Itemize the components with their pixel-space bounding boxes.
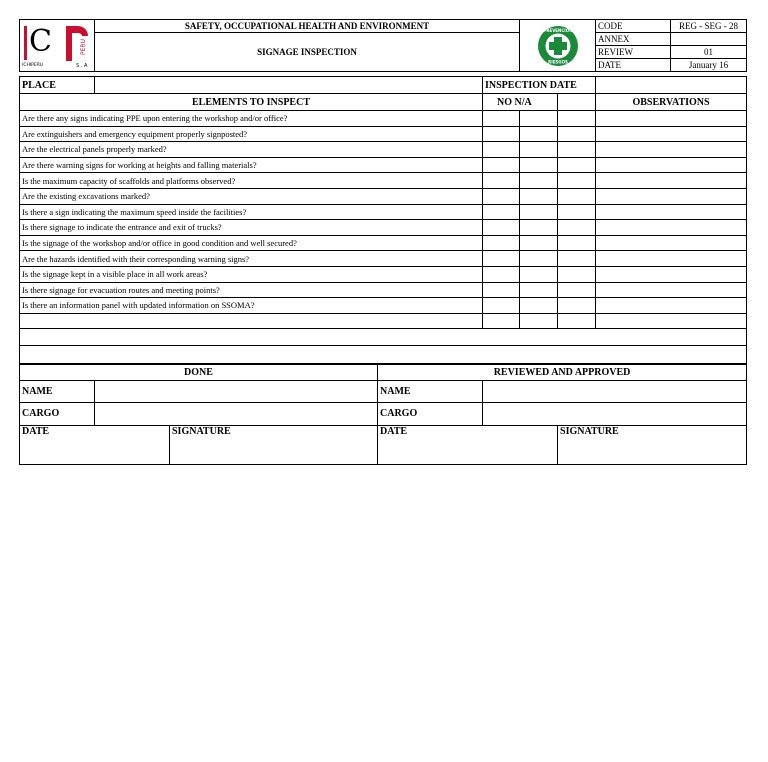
done-cargo-field[interactable]: [95, 402, 378, 425]
observation-cell[interactable]: [596, 142, 747, 158]
extra-check-cell[interactable]: [558, 126, 596, 142]
blank-check-cell[interactable]: [483, 313, 520, 328]
no-na-check-cell[interactable]: [520, 173, 558, 189]
reviewed-date-field[interactable]: [378, 425, 558, 464]
no-na-check-cell[interactable]: [520, 220, 558, 236]
extra-check-cell[interactable]: [558, 204, 596, 220]
logo-vertical-text: PERU: [80, 38, 87, 55]
reviewed-name-label: NAME: [378, 380, 483, 402]
blank-row: [20, 313, 747, 328]
department-title: SAFETY, OCCUPATIONAL HEALTH AND ENVIRONMENT: [95, 20, 520, 33]
yes-check-cell[interactable]: [483, 298, 520, 314]
logo-left-caption: ICHIPERU: [22, 62, 44, 68]
done-name-field[interactable]: [95, 380, 378, 402]
meta-value-code: REG - SEG - 28: [671, 20, 747, 33]
reviewed-signature-field[interactable]: [558, 425, 747, 464]
done-signature-label: SIGNATURE: [172, 425, 231, 437]
extra-check-cell[interactable]: [558, 235, 596, 251]
question-text: Is there signage for evacuation routes and meeting points?: [20, 282, 483, 298]
no-na-check-cell[interactable]: [520, 111, 558, 127]
yes-check-cell[interactable]: [483, 266, 520, 282]
prevention-badge-cell: [520, 20, 596, 72]
question-text: Is the signage kept in a visible place in all work areas?: [20, 266, 483, 282]
extra-check-cell[interactable]: [558, 298, 596, 314]
meta-label-code: CODE: [596, 20, 671, 33]
question-row: [20, 188, 747, 204]
question-text: Are the existing excavations marked?: [20, 188, 483, 204]
extra-check-cell[interactable]: [558, 111, 596, 127]
observation-cell[interactable]: [596, 188, 747, 204]
observation-cell[interactable]: [596, 266, 747, 282]
notes-row: [20, 345, 747, 363]
place-label: PLACE: [20, 77, 95, 94]
question-row: [20, 173, 747, 189]
observation-cell[interactable]: [596, 298, 747, 314]
question-text: Is there a sign indicating the maximum speed inside the facilities?: [20, 204, 483, 220]
place-field[interactable]: [95, 77, 483, 94]
extra-column-header: [558, 94, 596, 111]
meta-label-review: REVIEW: [596, 46, 671, 59]
reviewed-date-label: DATE: [380, 425, 408, 437]
signature-block: [19, 364, 747, 465]
observation-cell[interactable]: [596, 235, 747, 251]
observations-header: OBSERVATIONS: [596, 94, 747, 111]
yes-check-cell[interactable]: [483, 157, 520, 173]
question-text: Is the maximum capacity of scaffolds and platforms observed?: [20, 173, 483, 189]
inspection-table: [19, 76, 747, 364]
question-text: Are the electrical panels properly marked?: [20, 142, 483, 158]
observation-cell[interactable]: [596, 126, 747, 142]
done-date-field[interactable]: [20, 425, 170, 464]
blank-question-cell[interactable]: [20, 313, 483, 328]
yes-check-cell[interactable]: [483, 173, 520, 189]
no-na-header: NO N/A: [483, 94, 558, 111]
done-cargo-label: CARGO: [20, 402, 95, 425]
notes-field[interactable]: [20, 345, 747, 363]
no-na-check-cell[interactable]: [520, 235, 558, 251]
observation-cell[interactable]: [596, 220, 747, 236]
reviewed-cargo-label: CARGO: [378, 402, 483, 425]
observation-cell[interactable]: [596, 111, 747, 127]
elements-header: ELEMENTS TO INSPECT: [20, 94, 483, 111]
yes-check-cell[interactable]: [483, 251, 520, 267]
question-rows: [20, 111, 747, 314]
question-row: [20, 266, 747, 282]
yes-check-cell[interactable]: [483, 204, 520, 220]
done-header: DONE: [20, 364, 378, 380]
no-na-check-cell[interactable]: [520, 266, 558, 282]
meta-value-annex: [671, 33, 747, 46]
done-name-label: NAME: [20, 380, 95, 402]
no-na-check-cell[interactable]: [520, 188, 558, 204]
yes-check-cell[interactable]: [483, 235, 520, 251]
meta-label-annex: ANNEX: [596, 33, 671, 46]
done-date-label: DATE: [22, 425, 50, 437]
svg-text:RIESGOS: RIESGOS: [547, 59, 568, 64]
no-na-check-cell[interactable]: [520, 126, 558, 142]
yes-check-cell[interactable]: [483, 188, 520, 204]
notes-field[interactable]: [20, 328, 747, 345]
question-text: Is there an information panel with updated information on SSOMA?: [20, 298, 483, 314]
question-text: Are there any signs indicating PPE upon entering the workshop and/or office?: [20, 111, 483, 127]
question-row: [20, 235, 747, 251]
signage-inspection-form: [19, 19, 746, 465]
company-logo: C PERU ICHIPERU S . A: [20, 20, 95, 72]
blank-observation-cell[interactable]: [596, 313, 747, 328]
question-row: [20, 142, 747, 158]
svg-text:PREVENCIÓN: PREVENCIÓN: [542, 27, 573, 33]
no-na-check-cell[interactable]: [520, 298, 558, 314]
meta-label-date: DATE: [596, 59, 671, 72]
extra-check-cell[interactable]: [558, 266, 596, 282]
yes-check-cell[interactable]: [483, 142, 520, 158]
yes-check-cell[interactable]: [483, 282, 520, 298]
reviewed-name-field[interactable]: [483, 380, 747, 402]
question-text: Are extinguishers and emergency equipment properly signposted?: [20, 126, 483, 142]
no-na-check-cell[interactable]: [520, 142, 558, 158]
meta-value-date: January 16: [671, 59, 747, 72]
observation-cell[interactable]: [596, 282, 747, 298]
question-row: [20, 298, 747, 314]
question-row: [20, 126, 747, 142]
prevention-cross-icon: [533, 24, 583, 68]
question-text: Are there warning signs for working at heights and falling materials?: [20, 157, 483, 173]
no-na-check-cell[interactable]: [520, 157, 558, 173]
question-text: Is there signage to indicate the entrance and exit of trucks?: [20, 220, 483, 236]
yes-check-cell[interactable]: [483, 220, 520, 236]
observation-cell[interactable]: [596, 251, 747, 267]
extra-check-cell[interactable]: [558, 142, 596, 158]
question-row: [20, 157, 747, 173]
yes-check-cell[interactable]: [483, 126, 520, 142]
extra-check-cell[interactable]: [558, 188, 596, 204]
question-row: [20, 282, 747, 298]
reviewed-header: REVIEWED AND APPROVED: [378, 364, 747, 380]
no-na-check-cell[interactable]: [520, 204, 558, 220]
form-header: [19, 19, 747, 72]
question-row: [20, 251, 747, 267]
logo-right-caption: S . A: [76, 62, 88, 69]
no-na-check-cell[interactable]: [520, 282, 558, 298]
reviewed-cargo-field[interactable]: [483, 402, 747, 425]
question-row: [20, 204, 747, 220]
question-row: [20, 220, 747, 236]
extra-check-cell[interactable]: [558, 157, 596, 173]
no-na-check-cell[interactable]: [520, 251, 558, 267]
extra-check-cell[interactable]: [558, 251, 596, 267]
observation-cell[interactable]: [596, 157, 747, 173]
question-text: Are the hazards identified with their corresponding warning signs?: [20, 251, 483, 267]
question-text: Is the signage of the workshop and/or office in good condition and well secured?: [20, 235, 483, 251]
observation-cell[interactable]: [596, 204, 747, 220]
form-title: SIGNAGE INSPECTION: [95, 33, 520, 72]
inspection-date-label: INSPECTION DATE: [483, 77, 596, 94]
notes-row: [20, 328, 747, 345]
blank-check-cell[interactable]: [558, 313, 596, 328]
inspection-date-field[interactable]: [596, 77, 747, 94]
question-row: [20, 111, 747, 127]
reviewed-signature-label: SIGNATURE: [560, 425, 619, 437]
blank-check-cell[interactable]: [520, 313, 558, 328]
extra-check-cell[interactable]: [558, 220, 596, 236]
extra-check-cell[interactable]: [558, 173, 596, 189]
yes-check-cell[interactable]: [483, 111, 520, 127]
extra-check-cell[interactable]: [558, 282, 596, 298]
done-signature-field[interactable]: [170, 425, 378, 464]
observation-cell[interactable]: [596, 173, 747, 189]
meta-value-review: 01: [671, 46, 747, 59]
